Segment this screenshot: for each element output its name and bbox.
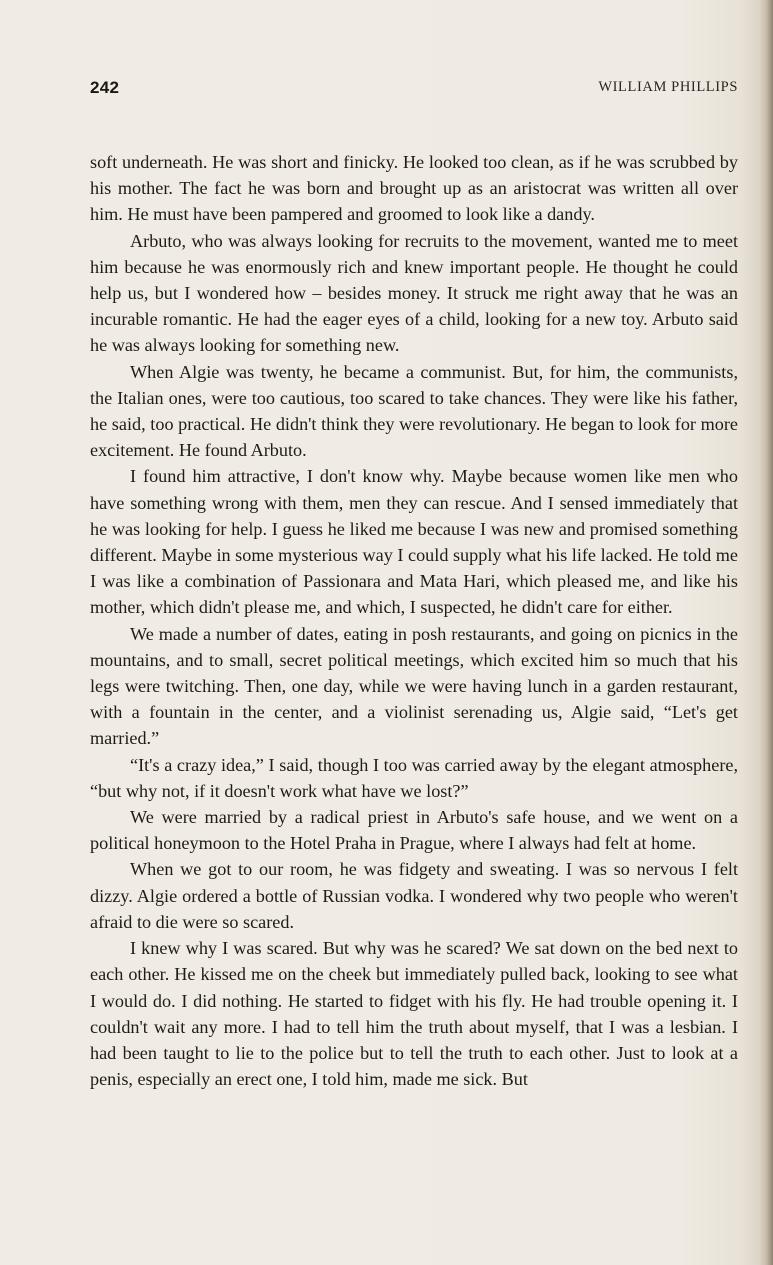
paragraph: I found him attractive, I don't know why. Maybe because women like men who have something wrong with them, men they can rescue. And I sensed immediately that he was looking for help. I guess he liked me because I was new and promised something different. Maybe in some mysterious way I could supply what his life lacked. He told me I was like a combination of Passionara and Mata Hari, which pleased me, and like his mother, which didn't please me, and which, I suspected, he didn't care for either. [90, 466, 738, 618]
page-header [90, 78, 740, 100]
spine-shadow [759, 0, 773, 1265]
paragraph: When Algie was twenty, he became a communist. But, for him, the communists, the Italian ones, were too cautious, too scared to take chances. They were like his father, he said, too practical. He didn't think they were revolutionary. He began to look for more excitement. He found Arbuto. [90, 361, 738, 461]
paragraph: Arbuto, who was always looking for recruits to the movement, wanted me to meet him because he was enormously rich and knew important people. He thought he could help us, but I wondered how – besides money. It struck me right away that he was an incurable romantic. He had the eager eyes of a child, looking for a new toy. Arbuto said he was always looking for something new. [90, 230, 738, 356]
running-head: WILLIAM PHILLIPS [598, 79, 738, 95]
paragraph: When we got to our room, he was fidgety and sweating. I was so nervous I felt dizzy. Algie ordered a bottle of Russian vodka. I wondered why two people who weren't afraid to die were so scared. [90, 859, 738, 932]
paragraph: I knew why I was scared. But why was he scared? We sat down on the bed next to each other. He kissed me on the cheek but immediately pulled back, looking to see what I would do. I did nothing. He started to fidget with his fly. He had trouble opening it. I couldn't wait any more. I had to tell him the truth about myself, that I was a lesbian. I had been taught to lie to the police but to tell the truth to each other. Just to look at a penis, especially an erect one, I told him, made me sick. But [90, 938, 738, 1090]
paragraph: We made a number of dates, eating in posh restaurants, and going on picnics in the mountains, and to small, secret political meetings, which excited him so much that his legs were twitching. Then, one day, while we were having lunch in a garden restaurant, with a fountain in the center, and a violinist serenading us, Algie said, “Let's get married.” [90, 623, 738, 749]
paragraph: soft underneath. He was short and finicky. He looked too clean, as if he was scrubbed by his mother. The fact he was born and brought up as an aristocrat was written all over him. He must have been pampered and groomed to look like a dandy. [90, 152, 738, 225]
paragraph: “It's a crazy idea,” I said, though I too was carried away by the elegant atmosphere, “but why not, if it doesn't work what have we lost?” [90, 754, 738, 801]
page-number: 242 [90, 78, 120, 97]
body-text [90, 149, 738, 1092]
paragraph: We were married by a radical priest in Arbuto's safe house, and we went on a political honeymoon to the Hotel Praha in Prague, where I always had felt at home. [90, 807, 738, 854]
